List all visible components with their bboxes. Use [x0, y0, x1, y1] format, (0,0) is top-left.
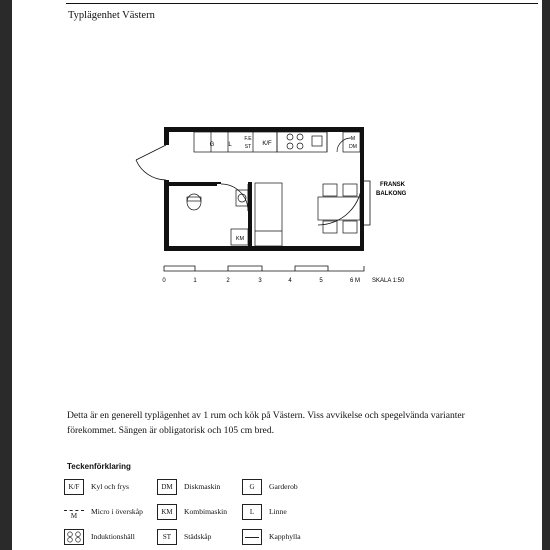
label-fe: F.E [244, 136, 252, 142]
legend-code-st: ST [157, 529, 177, 545]
legend-label-m: Micro i överskåp [91, 507, 143, 516]
label-m: M [350, 136, 356, 142]
scale-tick: 0 [162, 278, 166, 284]
legend-label-st: Städskåp [184, 532, 212, 541]
legend-code-m: M [70, 512, 78, 520]
label-kf: K/F [262, 141, 272, 147]
microwave-dash-line [64, 510, 84, 511]
label-km: KM [235, 236, 245, 242]
scale-tick: 4 [288, 278, 292, 284]
label-dm: DM [349, 144, 357, 150]
scale-label: SKALA 1:50 [372, 278, 405, 284]
floor-plan [12, 0, 542, 300]
legend-label-kf: Kyl och frys [91, 482, 129, 491]
induction-hob-icon [64, 529, 84, 545]
hat-shelf-icon [242, 529, 262, 545]
legend-code-g: G [242, 479, 262, 495]
balcony-label-1: FRANSK [380, 182, 405, 188]
description: Detta är en generell typlägenhet av 1 rum och kök på Västern. Viss avvikelse och spegelvända varianter förekommet. Sängen är obligatorisk och 105 cm bred. [67, 410, 465, 436]
bed [255, 183, 282, 246]
entrance-door [136, 145, 166, 180]
scale-tick: 5 [319, 278, 323, 284]
label-st: ST [244, 144, 252, 150]
legend-label-g: Garderob [269, 482, 298, 491]
french-balcony [318, 181, 370, 225]
scale-ticks [162, 278, 360, 284]
dining-table [318, 184, 360, 233]
scale-tick: 1 [193, 278, 197, 284]
legend-label-hob: Induktionshäll [91, 532, 135, 541]
legend-label-dm: Diskmaskin [184, 482, 221, 491]
microwave-symbol [64, 504, 84, 520]
legend-code-km: KM [157, 504, 177, 520]
cabinet-row [194, 132, 360, 152]
scale-tick: 2 [226, 278, 230, 284]
legend-label-km: Kombimaskin [184, 507, 228, 516]
label-l: L [228, 142, 232, 148]
page-title: Typlägenhet Västern [68, 10, 155, 21]
scale-bar [164, 266, 364, 271]
legend-code-dm: DM [157, 479, 177, 495]
label-g: G [209, 142, 215, 148]
document-page [12, 0, 542, 550]
balcony-label-2: BALKONG [376, 191, 407, 197]
hob-icon-graphic [66, 531, 82, 543]
scale-tick: 3 [258, 278, 262, 284]
legend-label-l: Linne [269, 507, 287, 516]
legend-code-l: L [242, 504, 262, 520]
legend-code-kf: K/F [64, 479, 84, 495]
legend-title: Teckenförklaring [67, 462, 131, 471]
legend-label-shelf: Kapphylla [269, 532, 301, 541]
scale-tick: 6 M [349, 278, 361, 284]
